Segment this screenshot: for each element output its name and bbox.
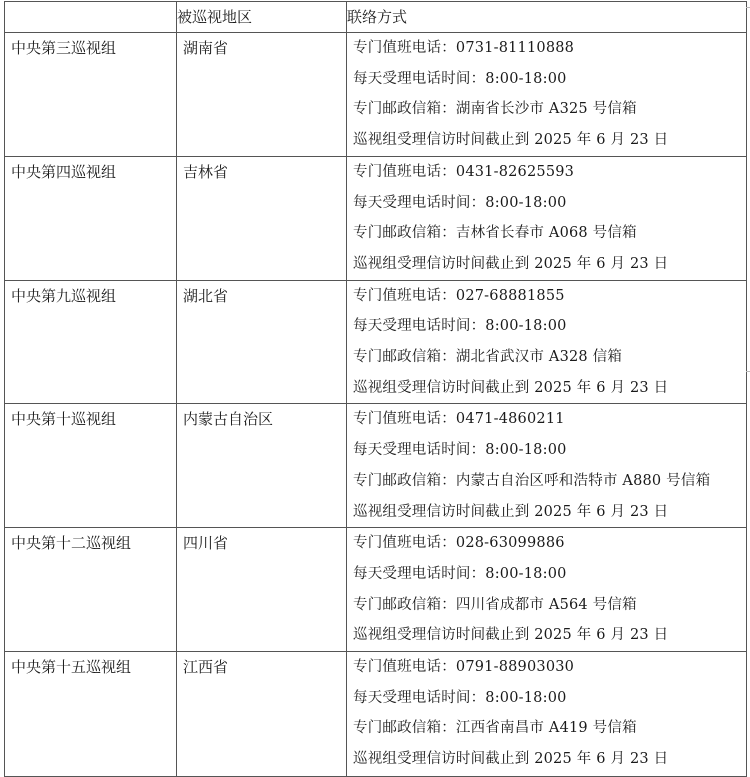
postal-box: 专门邮政信箱：江西省南昌市 A419 号信箱 bbox=[353, 720, 637, 737]
group-name: 中央第十二巡视组 bbox=[11, 534, 132, 553]
hotline: 专门值班电话：0731-81110888 bbox=[353, 40, 575, 56]
region-cell bbox=[177, 280, 347, 404]
region-name: 内蒙古自治区 bbox=[183, 410, 274, 429]
region-name: 江西省 bbox=[183, 658, 229, 677]
contact-cell bbox=[347, 652, 747, 777]
call-hours: 每天受理电话时间：8:00-18:00 bbox=[353, 70, 567, 87]
call-hours: 每天受理电话时间：8:00-18:00 bbox=[353, 442, 567, 459]
deadline: 巡视组受理信访时间截止到 2025 年 6 月 23 日 bbox=[353, 379, 669, 396]
contact-cell bbox=[347, 404, 747, 528]
table-row bbox=[5, 156, 747, 280]
group-name: 中央第十巡视组 bbox=[11, 410, 117, 429]
call-hours: 每天受理电话时间：8:00-18:00 bbox=[353, 318, 567, 335]
postal-box: 专门邮政信箱：吉林省长春市 A068 号信箱 bbox=[353, 225, 637, 242]
region-cell bbox=[177, 528, 347, 652]
hotline: 专门值班电话：0471-4860211 bbox=[353, 411, 565, 428]
page-edge-mark bbox=[746, 7, 750, 8]
header-contact: 联络方式 bbox=[347, 2, 747, 33]
deadline: 巡视组受理信访时间截止到 2025 年 6 月 23 日 bbox=[353, 627, 669, 644]
hotline: 专门值班电话：028-63099886 bbox=[353, 535, 565, 552]
deadline: 巡视组受理信访时间截止到 2025 年 6 月 23 日 bbox=[353, 503, 669, 520]
region-name: 湖南省 bbox=[183, 39, 229, 57]
call-hours: 每天受理电话时间：8:00-18:00 bbox=[353, 194, 567, 211]
table-row bbox=[5, 652, 747, 777]
call-hours: 每天受理电话时间：8:00-18:00 bbox=[353, 689, 567, 706]
group-name: 中央第四巡视组 bbox=[11, 162, 117, 181]
table-row bbox=[5, 33, 747, 157]
group-cell bbox=[5, 404, 177, 528]
call-hours: 每天受理电话时间：8:00-18:00 bbox=[353, 565, 567, 582]
region-cell bbox=[177, 404, 347, 528]
header-region: 被巡视地区 bbox=[177, 2, 347, 33]
contact-cell bbox=[347, 280, 747, 404]
hotline: 专门值班电话：0791-88903030 bbox=[353, 659, 575, 676]
group-cell bbox=[5, 33, 177, 157]
region-name: 吉林省 bbox=[183, 162, 229, 181]
table-row bbox=[5, 404, 747, 528]
region-cell bbox=[177, 156, 347, 280]
table-row bbox=[5, 280, 747, 404]
group-cell bbox=[5, 280, 177, 404]
group-name: 中央第九巡视组 bbox=[11, 286, 117, 305]
deadline: 巡视组受理信访时间截止到 2025 年 6 月 23 日 bbox=[353, 255, 669, 272]
region-name: 四川省 bbox=[183, 534, 229, 553]
deadline: 巡视组受理信访时间截止到 2025 年 6 月 23 日 bbox=[353, 132, 669, 149]
postal-box: 专门邮政信箱：四川省成都市 A564 号信箱 bbox=[353, 596, 637, 613]
contact-cell bbox=[347, 528, 747, 652]
hotline: 专门值班电话：0431-82625593 bbox=[353, 163, 575, 180]
contact-cell bbox=[347, 33, 747, 157]
table-header-row bbox=[5, 2, 747, 33]
region-cell bbox=[177, 33, 347, 157]
region-cell bbox=[177, 652, 347, 777]
table-row bbox=[5, 528, 747, 652]
hotline: 专门值班电话：027-68881855 bbox=[353, 287, 565, 304]
inspection-contact-table bbox=[4, 1, 747, 777]
contact-cell bbox=[347, 156, 747, 280]
postal-box: 专门邮政信箱：内蒙古自治区呼和浩特市 A880 号信箱 bbox=[353, 472, 711, 489]
region-name: 湖北省 bbox=[183, 286, 229, 305]
group-cell bbox=[5, 652, 177, 777]
group-name: 中央第三巡视组 bbox=[11, 39, 117, 57]
group-cell bbox=[5, 156, 177, 280]
deadline: 巡视组受理信访时间截止到 2025 年 6 月 23 日 bbox=[353, 751, 669, 768]
page-edge-mark bbox=[746, 371, 750, 372]
postal-box: 专门邮政信箱：湖南省长沙市 A325 号信箱 bbox=[353, 101, 637, 118]
group-cell bbox=[5, 528, 177, 652]
postal-box: 专门邮政信箱：湖北省武汉市 A328 信箱 bbox=[353, 349, 623, 366]
header-group bbox=[5, 2, 177, 33]
group-name: 中央第十五巡视组 bbox=[11, 658, 132, 677]
